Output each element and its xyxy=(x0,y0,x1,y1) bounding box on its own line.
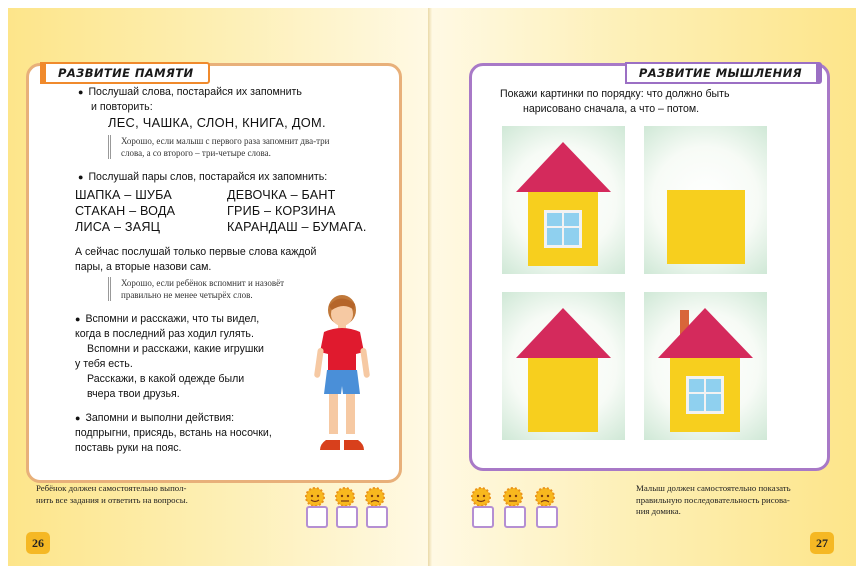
answer-checkbox[interactable] xyxy=(472,506,494,528)
task3-line3: Вспомни и расскажи, какие игрушки xyxy=(87,343,264,355)
sun-icon xyxy=(532,486,558,508)
task2-note-line1: Хорошо, если ребёнок вспомнит и назовёт xyxy=(121,278,285,288)
pair-right-3: КАРАНДАШ – БУМАГА. xyxy=(227,220,367,234)
house-with-chimney-icon xyxy=(644,292,767,440)
house-with-window-icon xyxy=(502,126,625,274)
task2-note-line2: правильно не менее четырёх слов. xyxy=(121,290,253,300)
rating-sun-3[interactable] xyxy=(362,486,388,528)
yellow-square-icon xyxy=(644,126,767,274)
pair-right-2: ГРИБ – КОРЗИНА xyxy=(227,204,336,218)
answer-checkbox[interactable] xyxy=(306,506,328,528)
answer-checkbox[interactable] xyxy=(536,506,558,528)
page-number-right: 27 xyxy=(810,532,834,554)
sun-icon xyxy=(302,486,328,508)
pair-left-2: СТАКАН – ВОДА xyxy=(75,204,176,218)
rating-sun-5[interactable] xyxy=(500,486,526,528)
left-caption-line1: Ребёнок должен самостоятельно выпол- xyxy=(36,483,187,493)
right-caption-line2: правильную последовательность рисова- xyxy=(636,494,790,505)
house-no-window-icon xyxy=(502,292,625,440)
task1-intro-line2: и повторить: xyxy=(91,101,153,113)
task3-line4: у тебя есть. xyxy=(75,358,133,370)
right-caption-line3: ния домика. xyxy=(636,506,681,516)
pair-left-1: ШАПКА – ШУБА xyxy=(75,188,172,202)
sun-icon xyxy=(362,486,388,508)
answer-checkbox[interactable] xyxy=(366,506,388,528)
rating-sun-6[interactable] xyxy=(532,486,558,528)
picture-card-1[interactable] xyxy=(502,126,625,274)
boy-illustration xyxy=(310,290,370,460)
picture-card-4[interactable] xyxy=(644,292,767,440)
rating-sun-4[interactable] xyxy=(468,486,494,528)
rating-sun-2[interactable] xyxy=(332,486,358,528)
right-caption-line1: Малыш должен самостоятельно показать xyxy=(636,483,791,493)
task2-follow-line1: А сейчас послушай только первые слова каждой xyxy=(75,246,317,258)
left-caption-line2: нить все задания и ответить на вопросы. xyxy=(36,494,188,505)
task3-line5: Расскажи, в какой одежде были xyxy=(87,373,245,385)
right-caption xyxy=(636,483,791,518)
right-page xyxy=(432,8,856,566)
memory-section-title: РАЗВИТИЕ ПАМЯТИ xyxy=(40,62,210,84)
task2-intro: ● Послушай пары слов, постарайся их запомнить: xyxy=(78,170,327,185)
answer-checkbox[interactable] xyxy=(504,506,526,528)
task4-line3: поставь руки на пояс. xyxy=(75,442,182,454)
sun-icon xyxy=(500,486,526,508)
task3-line6: вчера твои друзья. xyxy=(87,388,180,400)
task1-words: ЛЕС, ЧАШКА, СЛОН, КНИГА, ДОМ. xyxy=(108,115,326,130)
task3-line2: когда в последний раз ходил гулять. xyxy=(75,328,254,340)
left-page xyxy=(8,8,428,566)
task2-note xyxy=(108,277,284,301)
rating-sun-1[interactable] xyxy=(302,486,328,528)
task3-line1: ● Вспомни и расскажи, что ты видел, xyxy=(75,312,259,327)
pair-left-3: ЛИСА – ЗАЯЦ xyxy=(75,220,161,234)
page-number-left: 26 xyxy=(26,532,50,554)
instruction-line2: нарисовано сначала, а что – потом. xyxy=(523,103,700,115)
task2-follow-line2: пары, а вторые назови сам. xyxy=(75,261,212,273)
picture-card-2[interactable] xyxy=(644,126,767,274)
thinking-section-title: РАЗВИТИЕ МЫШЛЕНИЯ xyxy=(625,62,822,84)
picture-card-3[interactable] xyxy=(502,292,625,440)
task4-line2: подпрыгни, присядь, встань на носочки, xyxy=(75,427,272,439)
task1-note-line1: Хорошо, если малыш с первого раза запомнит два-три xyxy=(121,136,330,146)
task1-note-line2: слова, а со второго – три-четыре слова. xyxy=(121,148,271,158)
instruction-line1: Покажи картинки по порядку: что должно быть xyxy=(500,88,730,100)
pair-right-1: ДЕВОЧКА – БАНТ xyxy=(227,188,336,202)
answer-checkbox[interactable] xyxy=(336,506,358,528)
task4-line1: ● Запомни и выполни действия: xyxy=(75,411,234,426)
left-caption xyxy=(36,483,188,506)
sun-icon xyxy=(468,486,494,508)
sun-icon xyxy=(332,486,358,508)
task1-intro-line1: ● Послушай слова, постарайся их запомнить xyxy=(78,85,302,100)
task1-note xyxy=(108,135,329,159)
